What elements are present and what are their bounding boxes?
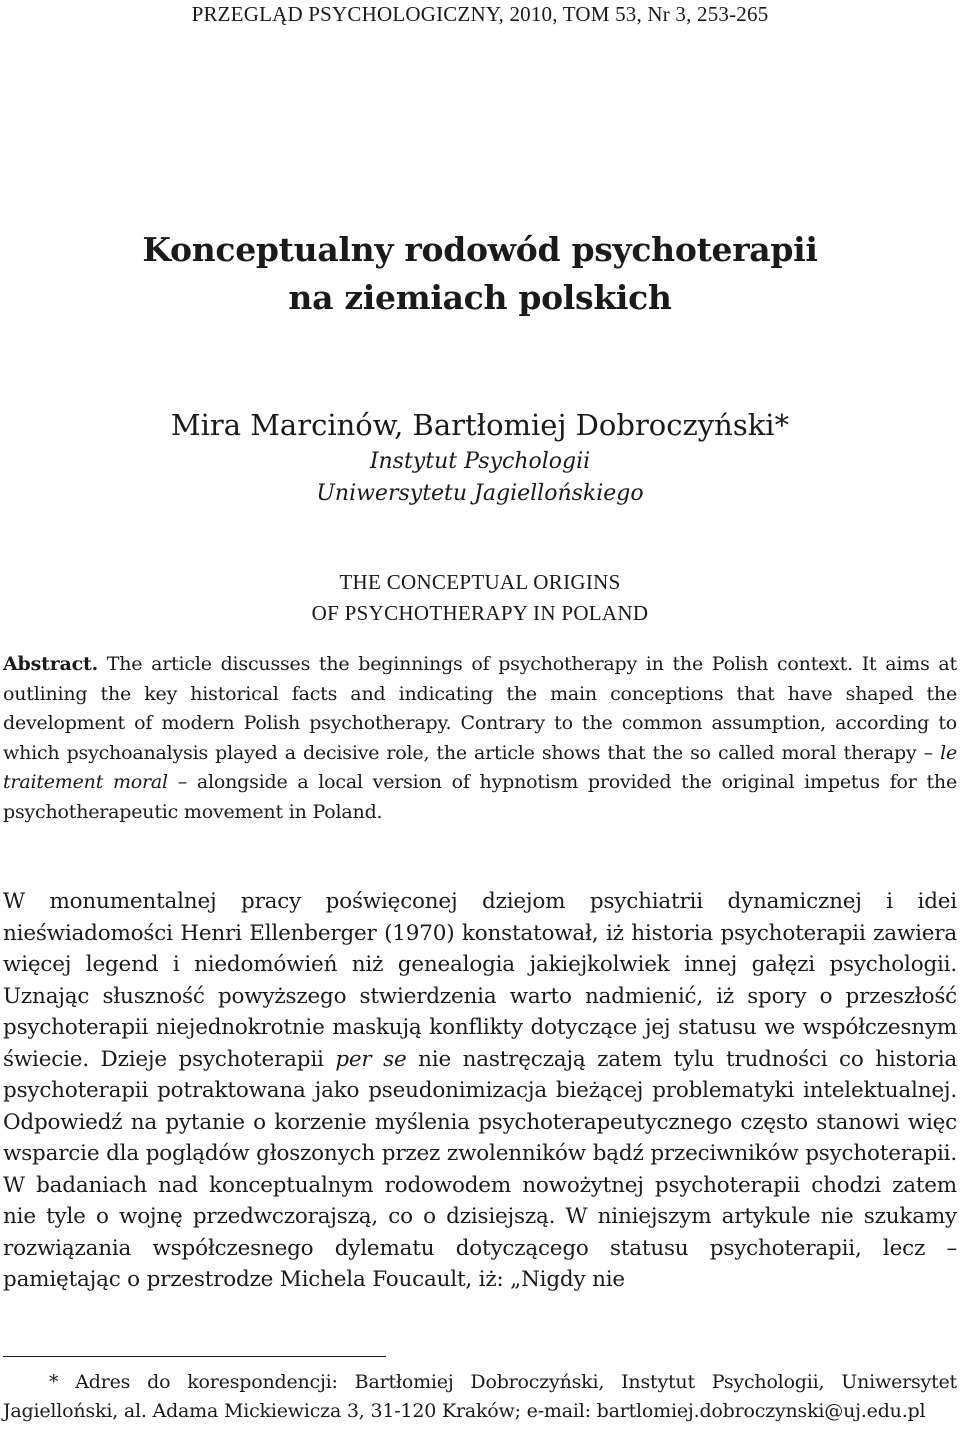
footnote-divider	[3, 1356, 386, 1357]
abstract-label: Abstract.	[3, 653, 98, 675]
footnote: * Adres do korespondencji: Bartłomiej Dobroczyński, Instytut Psychologii, Uniwersytet Jagielloński, al. Adama Mickiewicza 3, 31-120 Kraków; e-mail: bartlomiej.dobroczynski@uj.edu.pl	[3, 1371, 957, 1422]
affiliation	[0, 446, 960, 510]
english-title	[0, 567, 960, 629]
article-title-line-1: Konceptualny rodowód psychoterapii	[142, 230, 818, 269]
body-italic: per se	[335, 1046, 407, 1072]
abstract-text-1: The article discusses the beginnings of psychotherapy in the Polish context. It aims at outlining the key historical facts and indicating the main conceptions that have shaped the development of modern Polish psychotherapy. Contrary to the common assumption, according to which psychoanalysis played a decisive role, the article shows that the so called moral therapy –	[3, 653, 957, 764]
article-title	[0, 226, 960, 322]
journal-header: PRZEGLĄD PSYCHOLOGICZNY, 2010, TOM 53, Nr 3, 253-265	[191, 2, 769, 26]
affiliation-line-2: Uniwersytetu Jagiellońskiego	[316, 481, 644, 506]
body-text-1: W monumentalnej pracy poświęconej dziejom psychiatrii dynamicznej i idei nieświadomości Henri Ellenberger (1970) konstatował, iż historia psychoterapii zawiera więcej legend i niedomówień niż genealogia jakiejkolwiek innej gałęzi psychologii. Uznając słuszność powyższego stwierdzenia warto nadmienić, iż spory o przeszłość psychoterapii niejednokrotnie maskują konflikty dotyczące jej statusu we współczesnym świecie. Dzieje psychoterapii	[3, 889, 957, 1072]
authors: Mira Marcinów, Bartłomiej Dobroczyński*	[170, 408, 790, 442]
english-title-line-2: OF PSYCHOTHERAPY IN POLAND	[311, 601, 649, 625]
affiliation-line-1: Instytut Psychologii	[369, 449, 591, 474]
abstract-italic-term: le traitement moral	[3, 741, 957, 794]
english-title-line-1: THE CONCEPTUAL ORIGINS	[339, 570, 621, 594]
body-paragraph	[3, 886, 957, 1296]
article-title-line-2: na ziemiach polskich	[288, 278, 672, 317]
abstract-text-2: – alongside a local version of hypnotism provided the original impetus for the psychotherapeutic movement in Poland.	[3, 771, 957, 823]
body-text-2: nie nastręczają zatem tylu trudności co historia psychoterapii potraktowana jako pseudonimizacja bieżącej problematyki intelektualnej. Odpowiedź na pytanie o korzenie myślenia psychoterapeutycznego często stanowi więc wsparcie dla poglądów głoszonych przez zwolenników bądź przeciwników psychoterapii. W badaniach nad konceptualnym rodowodem nowożytnej psychoterapii chodzi zatem nie tyle o wojnę przedwczorajszą, co o dzisiejszą. W niniejszym artykule nie szukamy rozwiązania współczesnego dylematu dotyczącego statusu psychoterapii, lecz – pamiętając o przestrodze Michela Foucault, iż: „Nigdy nie	[3, 1046, 957, 1292]
abstract	[3, 650, 957, 828]
